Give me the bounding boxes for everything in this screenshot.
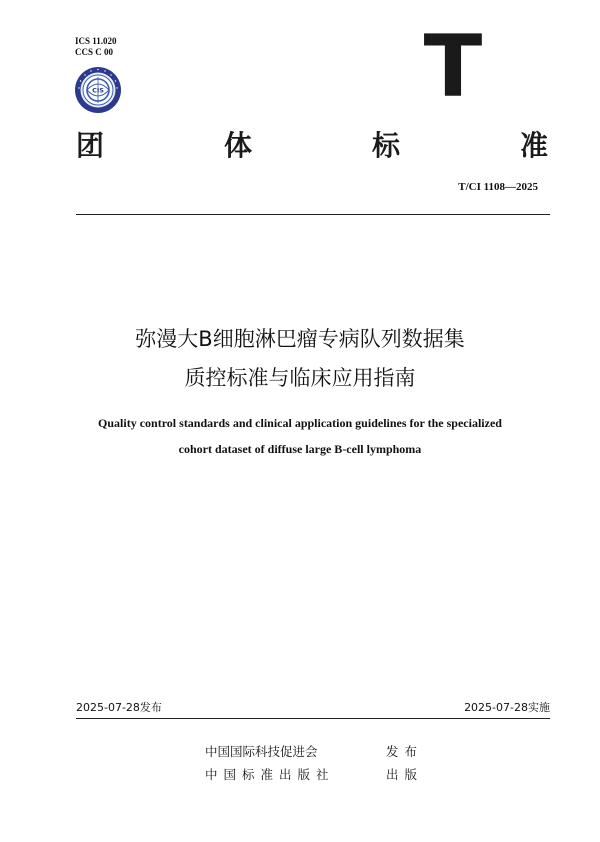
top-divider bbox=[76, 214, 550, 215]
doc-type-char: 标 bbox=[372, 129, 401, 162]
standard-code: T/CI 1108—2025 bbox=[458, 181, 538, 193]
document-type bbox=[76, 124, 550, 168]
doc-type-char: 体 bbox=[224, 129, 253, 162]
bottom-divider bbox=[76, 718, 550, 719]
title-en-line2: cohort dataset of diffuse large B-cell lymphoma bbox=[178, 442, 422, 456]
press-org: 中国标准出版社 bbox=[205, 767, 335, 782]
press-action: 出版 bbox=[386, 767, 424, 782]
big-letter: T bbox=[423, 17, 483, 117]
title-zh-line1: 弥漫大B细胞淋巴瘤专病队列数据集 bbox=[135, 327, 465, 351]
issue-date: 2025-07-28发布 bbox=[76, 701, 162, 714]
ccs-code: CCS C 00 bbox=[75, 47, 114, 57]
publisher-org: 中国国际科技促进会 bbox=[205, 744, 318, 759]
title-en-line1: Quality control standards and clinical application guidelines for the specialized bbox=[98, 416, 502, 430]
standard-letter-t bbox=[423, 17, 483, 117]
cis-seal-icon bbox=[74, 66, 122, 114]
publish-action: 发布 bbox=[386, 744, 424, 759]
seal-text: CIS bbox=[92, 86, 104, 95]
title-zh-line2: 质控标准与临床应用指南 bbox=[184, 366, 416, 390]
doc-type-char: 准 bbox=[520, 129, 549, 162]
doc-type-char: 团 bbox=[76, 129, 105, 162]
ics-code: ICS 11.020 bbox=[75, 36, 117, 46]
implementation-date: 2025-07-28实施 bbox=[464, 701, 550, 714]
classification-codes bbox=[75, 36, 117, 58]
